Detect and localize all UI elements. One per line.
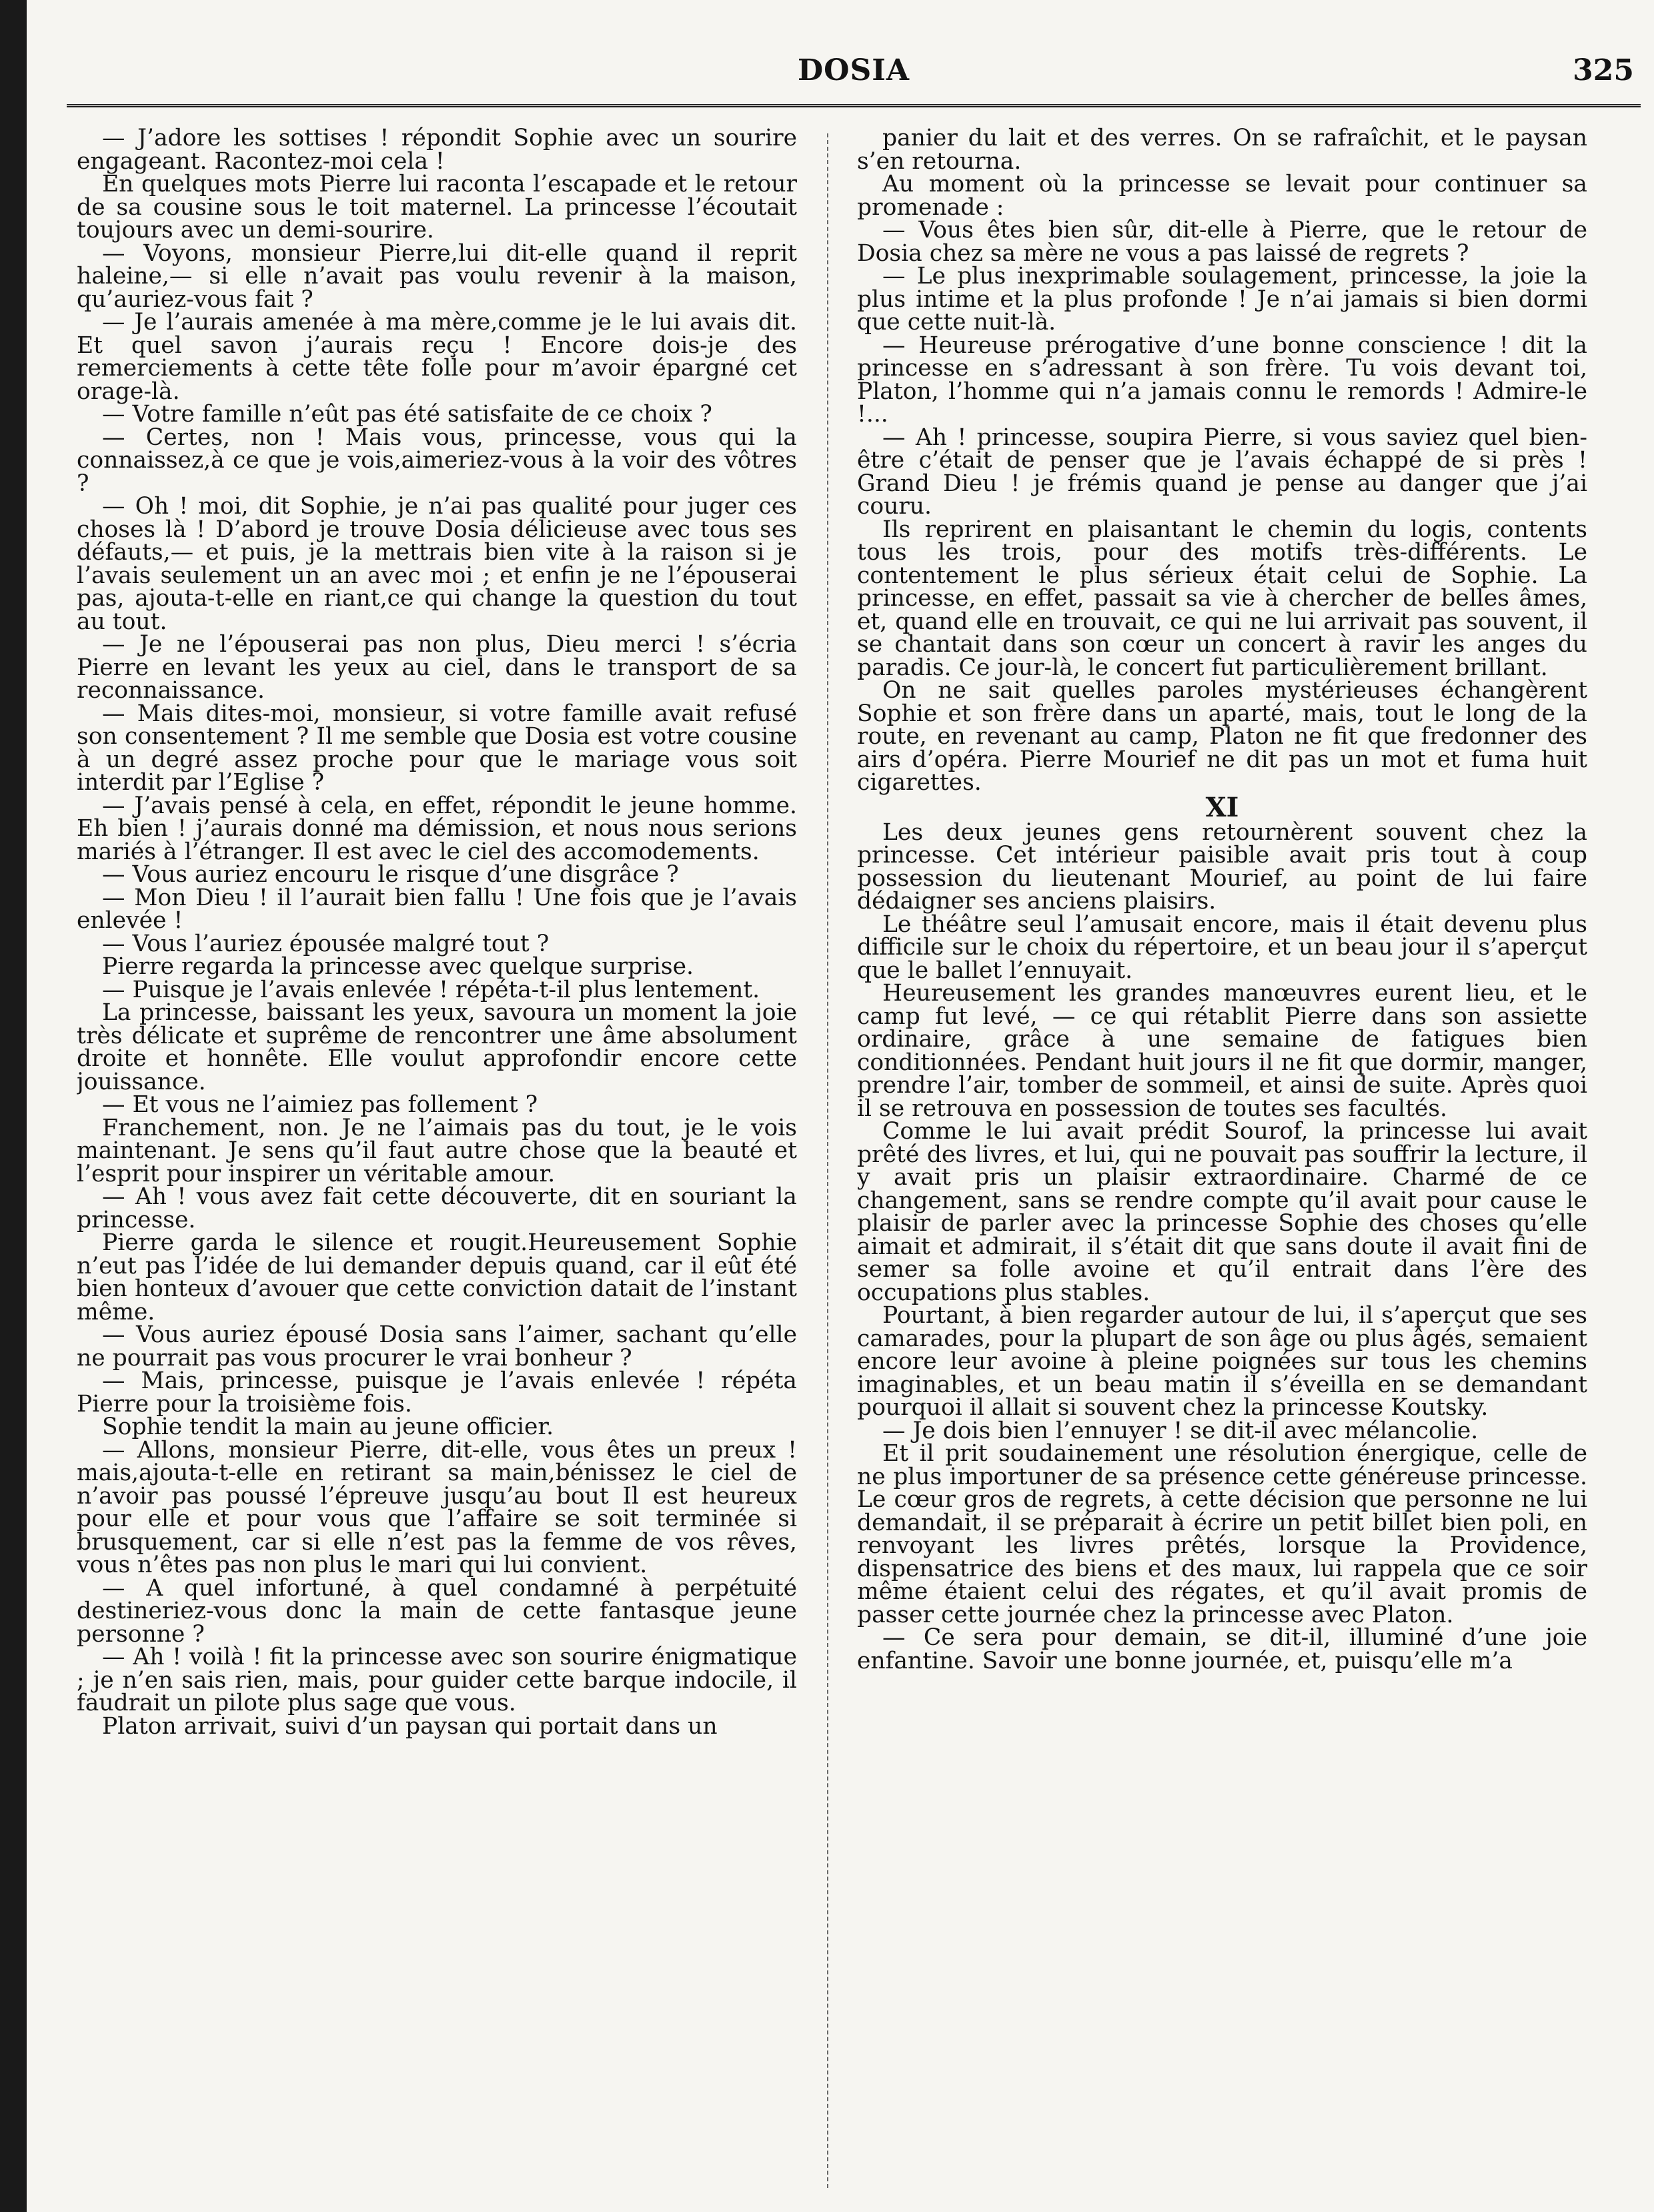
scan-edge bbox=[0, 0, 27, 2212]
paragraph: — Vous l’auriez épousée malgré tout ? bbox=[102, 930, 550, 957]
paragraph: Heureusement les grandes manœuvres eurent lieu, et le camp fut levé, — ce qui rétablit Pierre dans son assiette ordinaire, grâce à une semaine de fatigues bien conditionnées. Pendant huit jours il ne fit que dormir, manger, prendre l’air, tomber de sommeil, et ainsi de suite. Après quoi il se retrouva en possession de toutes ses facultés. bbox=[857, 980, 1587, 1122]
paragraph: — A quel infortuné, à quel condamné à perpétuité destineriez-vous donc la main de cette fantasque jeune personne ? bbox=[77, 1574, 797, 1648]
paragraph: — Le plus inexprimable soulagement, princesse, la joie la plus intime et la plus profonde ! Je n’ai jamais si bien dormi que cette nuit-là. bbox=[857, 263, 1587, 336]
paragraph: Sophie tendit la main au jeune officier. bbox=[102, 1414, 554, 1440]
paragraph: — Ce sera pour demain, se dit-il, illuminé d’une joie enfantine. Savoir une bonne journée, et, puisqu’elle m’a bbox=[857, 1624, 1587, 1674]
paragraph: — Ah ! princesse, soupira Pierre, si vous saviez quel bien-être c’était de penser que je l’avais échappé de si près ! Grand Dieu ! je frémis quand je pense au danger que j’ai couru. bbox=[857, 424, 1587, 520]
page bbox=[67, 40, 1641, 2201]
paragraph: — Vous auriez épousé Dosia sans l’aimer, sachant qu’elle ne pourrait pas vous procurer le vrai bonheur ? bbox=[77, 1321, 797, 1371]
paragraph: — Et vous ne l’aimiez pas follement ? bbox=[102, 1091, 538, 1118]
paragraph: Les deux jeunes gens retournèrent souvent chez la princesse. Cet intérieur paisible avait pris tout à coup possession du lieutenant Mourief, au point de lui faire dédaigner ses anciens plaisirs. bbox=[857, 818, 1587, 915]
paragraph: — Heureuse prérogative d’une bonne conscience ! dit la princesse en s’adressant à son frère. Tu vois devant toi, Platon, l’homme qui n’a jamais connu le remords ! Admire-le !... bbox=[857, 332, 1587, 428]
paragraph: — Oh ! moi, dit Sophie, je n’ai pas qualité pour juger ces choses là ! D’abord je trouve Dosia délicieuse avec tous ses défauts,— et puis, je la mettrais bien vite à la raison si je l’avais seulement un an avec moi ; et enfin je ne l’épouserai pas, ajouta-t-elle en riant,ce qui change la question du tout au tout. bbox=[77, 493, 797, 635]
left-column bbox=[77, 127, 797, 2208]
paragraph: — Mon Dieu ! il l’aurait bien fallu ! Une fois que je l’avais enlevée ! bbox=[77, 884, 797, 934]
paragraph: — Votre famille n’eût pas été satisfaite de ce choix ? bbox=[102, 401, 712, 428]
running-title: DOSIA bbox=[798, 53, 910, 87]
paragraph: Franchement, non. Je ne l’aimais pas du tout, je le vois maintenant. Je sens qu’il faut autre chose que la beauté et l’esprit pour inspirer un véritable amour. bbox=[77, 1114, 797, 1187]
page-number: 325 bbox=[1573, 53, 1634, 87]
paragraph: Platon arrivait, suivi d’un paysan qui portait dans un bbox=[102, 1712, 718, 1740]
paragraph: Pourtant, à bien regarder autour de lui, il s’aperçut que ses camarades, pour la plupart de son âge ou plus âgés, semaient encore leur avoine à pleine poignées sur tous les chemins imaginables, et un beau matin il s’éveilla en se demandant pourquoi il allait si souvent chez la princesse Koutsky. bbox=[857, 1302, 1587, 1421]
paragraph: — J’avais pensé à cela, en effet, répondit le jeune homme. Eh bien ! j’aurais donné ma démission, et nous nous serions mariés à l’étranger. Il est avec le ciel des accomodements. bbox=[77, 792, 797, 865]
paragraph: Pierre garda le silence et rougit.Heureusement Sophie n’eut pas l’idée de lui demander depuis quand, car il eût été bien honteux d’avouer que cette conviction datait de l’instant même. bbox=[77, 1229, 797, 1325]
page-header bbox=[67, 40, 1641, 113]
paragraph: — Vous auriez encouru le risque d’une disgrâce ? bbox=[102, 861, 679, 888]
paragraph: Le théâtre seul l’amusait encore, mais il était devenu plus difficile sur le choix du répertoire, et un beau jour il s’aperçut que le ballet l’ennuyait. bbox=[857, 911, 1587, 984]
paragraph: — Vous êtes bien sûr, dit-elle à Pierre, que le retour de Dosia chez sa mère ne vous a pas laissé de regrets ? bbox=[857, 217, 1587, 267]
paragraph: On ne sait quelles paroles mystérieuses échangèrent Sophie et son frère dans un aparté, mais, tout le long de la route, en revenant au camp, Platon ne fit que fredonner des airs d’opéra. Pierre Mourief ne dit pas un mot et fuma huit cigarettes. bbox=[857, 677, 1587, 796]
paragraph: — J’adore les sottises ! répondit Sophie avec un sourire engageant. Racontez-moi cela ! bbox=[77, 127, 797, 175]
column-divider bbox=[827, 133, 828, 2188]
paragraph: — Allons, monsieur Pierre, dit-elle, vous êtes un preux ! mais,ajouta-t-elle en retirant sa main,bénissez le ciel de n’avoir pas poussé l’épreuve jusqu’au bout Il est heureux pour elle et pour vous que l’affaire se soit terminée si brusquement, car si elle n’est pas la femme de vos rêves, vous n’êtes pas non plus le mari qui lui convient. bbox=[77, 1436, 797, 1578]
paragraph: — Ah ! vous avez fait cette découverte, dit en souriant la princesse. bbox=[77, 1183, 797, 1233]
right-column bbox=[857, 127, 1587, 2208]
chapter-heading: XI bbox=[1205, 791, 1239, 823]
paragraph: En quelques mots Pierre lui raconta l’escapade et le retour de sa cousine sous le toit maternel. La princesse l’écoutait toujours avec un demi-sourire. bbox=[77, 171, 797, 243]
paragraph: Et il prit soudainement une résolution énergique, celle de ne plus importuner de sa présence cette généreuse princesse. Le cœur gros de regrets, à cette décision que personne ne lui demandait, il se préparait à écrire un petit billet bien poli, en renvoyant les livres prêtés, lorsque la Providence, dispensatrice des biens et des maux, lui rappela que ce soir même étaient celui des régates, et qu’il avait promis de passer cette journée chez la princesse avec Platon. bbox=[857, 1440, 1587, 1628]
paragraph: — Mais, princesse, puisque je l’avais enlevée ! répéta Pierre pour la troisième fois. bbox=[77, 1367, 797, 1418]
paragraph: — Je ne l’épouserai pas non plus, Dieu merci ! s’écria Pierre en levant les yeux au ciel, dans le transport de sa reconnaissance. bbox=[77, 631, 797, 704]
paragraph: Pierre regarda la princesse avec quelque surprise. bbox=[102, 953, 694, 980]
paragraph: — Voyons, monsieur Pierre,lui dit-elle quand il reprit haleine,— si elle n’avait pas voulu revenir à la maison, qu’auriez-vous fait ? bbox=[77, 239, 797, 313]
paragraph: La princesse, baissant les yeux, savoura un moment la joie très délicate et suprême de rencontrer une âme absolument droite et honnête. Elle voulut approfondir encore cette jouissance. bbox=[77, 999, 797, 1095]
paragraph: — Ah ! voilà ! fit la princesse avec son sourire énigmatique ; je n’en sais rien, mais, pour guider cette barque indocile, il faudrait un pilote plus sage que vous. bbox=[77, 1644, 797, 1716]
paragraph: panier du lait et des verres. On se rafraîchit, et le paysan s’en retourna. bbox=[857, 127, 1587, 175]
paragraph: — Certes, non ! Mais vous, princesse, vous qui la connaissez,à ce que je vois,aimeriez-vous à la voir des vôtres ? bbox=[77, 424, 797, 497]
paragraph: — Je l’aurais amenée à ma mère,comme je le lui avais dit. Et quel savon j’aurais reçu ! Encore dois-je des remerciements à cette tête folle pour m’avoir épargné cet orage-là. bbox=[77, 309, 797, 405]
paragraph: Au moment où la princesse se levait pour continuer sa promenade : bbox=[857, 171, 1587, 221]
header-rule bbox=[67, 104, 1641, 107]
paragraph: — Je dois bien l’ennuyer ! se dit-il avec mélancolie. bbox=[882, 1417, 1479, 1444]
paragraph: Ils reprirent en plaisantant le chemin du logis, contents tous les trois, pour des motifs très-différents. Le contentement le plus sérieux était celui de Sophie. La princesse, en effet, passait sa vie à chercher de belles âmes, et, quand elle en trouvait, ce qui ne lui arrivait pas souvent, il se chantait dans son cœur un concert à ravir les anges du paradis. Ce jour-là, le concert fut particulièrement brillant. bbox=[857, 516, 1587, 681]
paragraph: — Puisque je l’avais enlevée ! répéta-t-il plus lentement. bbox=[102, 976, 760, 1003]
paragraph: Comme le lui avait prédit Sourof, la princesse lui avait prêté des livres, et lui, qui ne pouvait pas souffrir la lecture, il y avait pris un plaisir extraordinaire. Charmé de ce changement, sans se rendre compte qu’il avait pour cause le plaisir de parler avec la princesse Sophie des choses qu’elle aimait et admirait, il s’était dit que sans doute il avait fini de semer sa folle avoine et qu’il entrait dans l’ère des occupations plus stables. bbox=[857, 1118, 1587, 1306]
paragraph: — Mais dites-moi, monsieur, si votre famille avait refusé son consentement ? Il me semble que Dosia est votre cousine à un degré assez proche pour que le mariage vous soit interdit par l’Eglise ? bbox=[77, 700, 797, 796]
